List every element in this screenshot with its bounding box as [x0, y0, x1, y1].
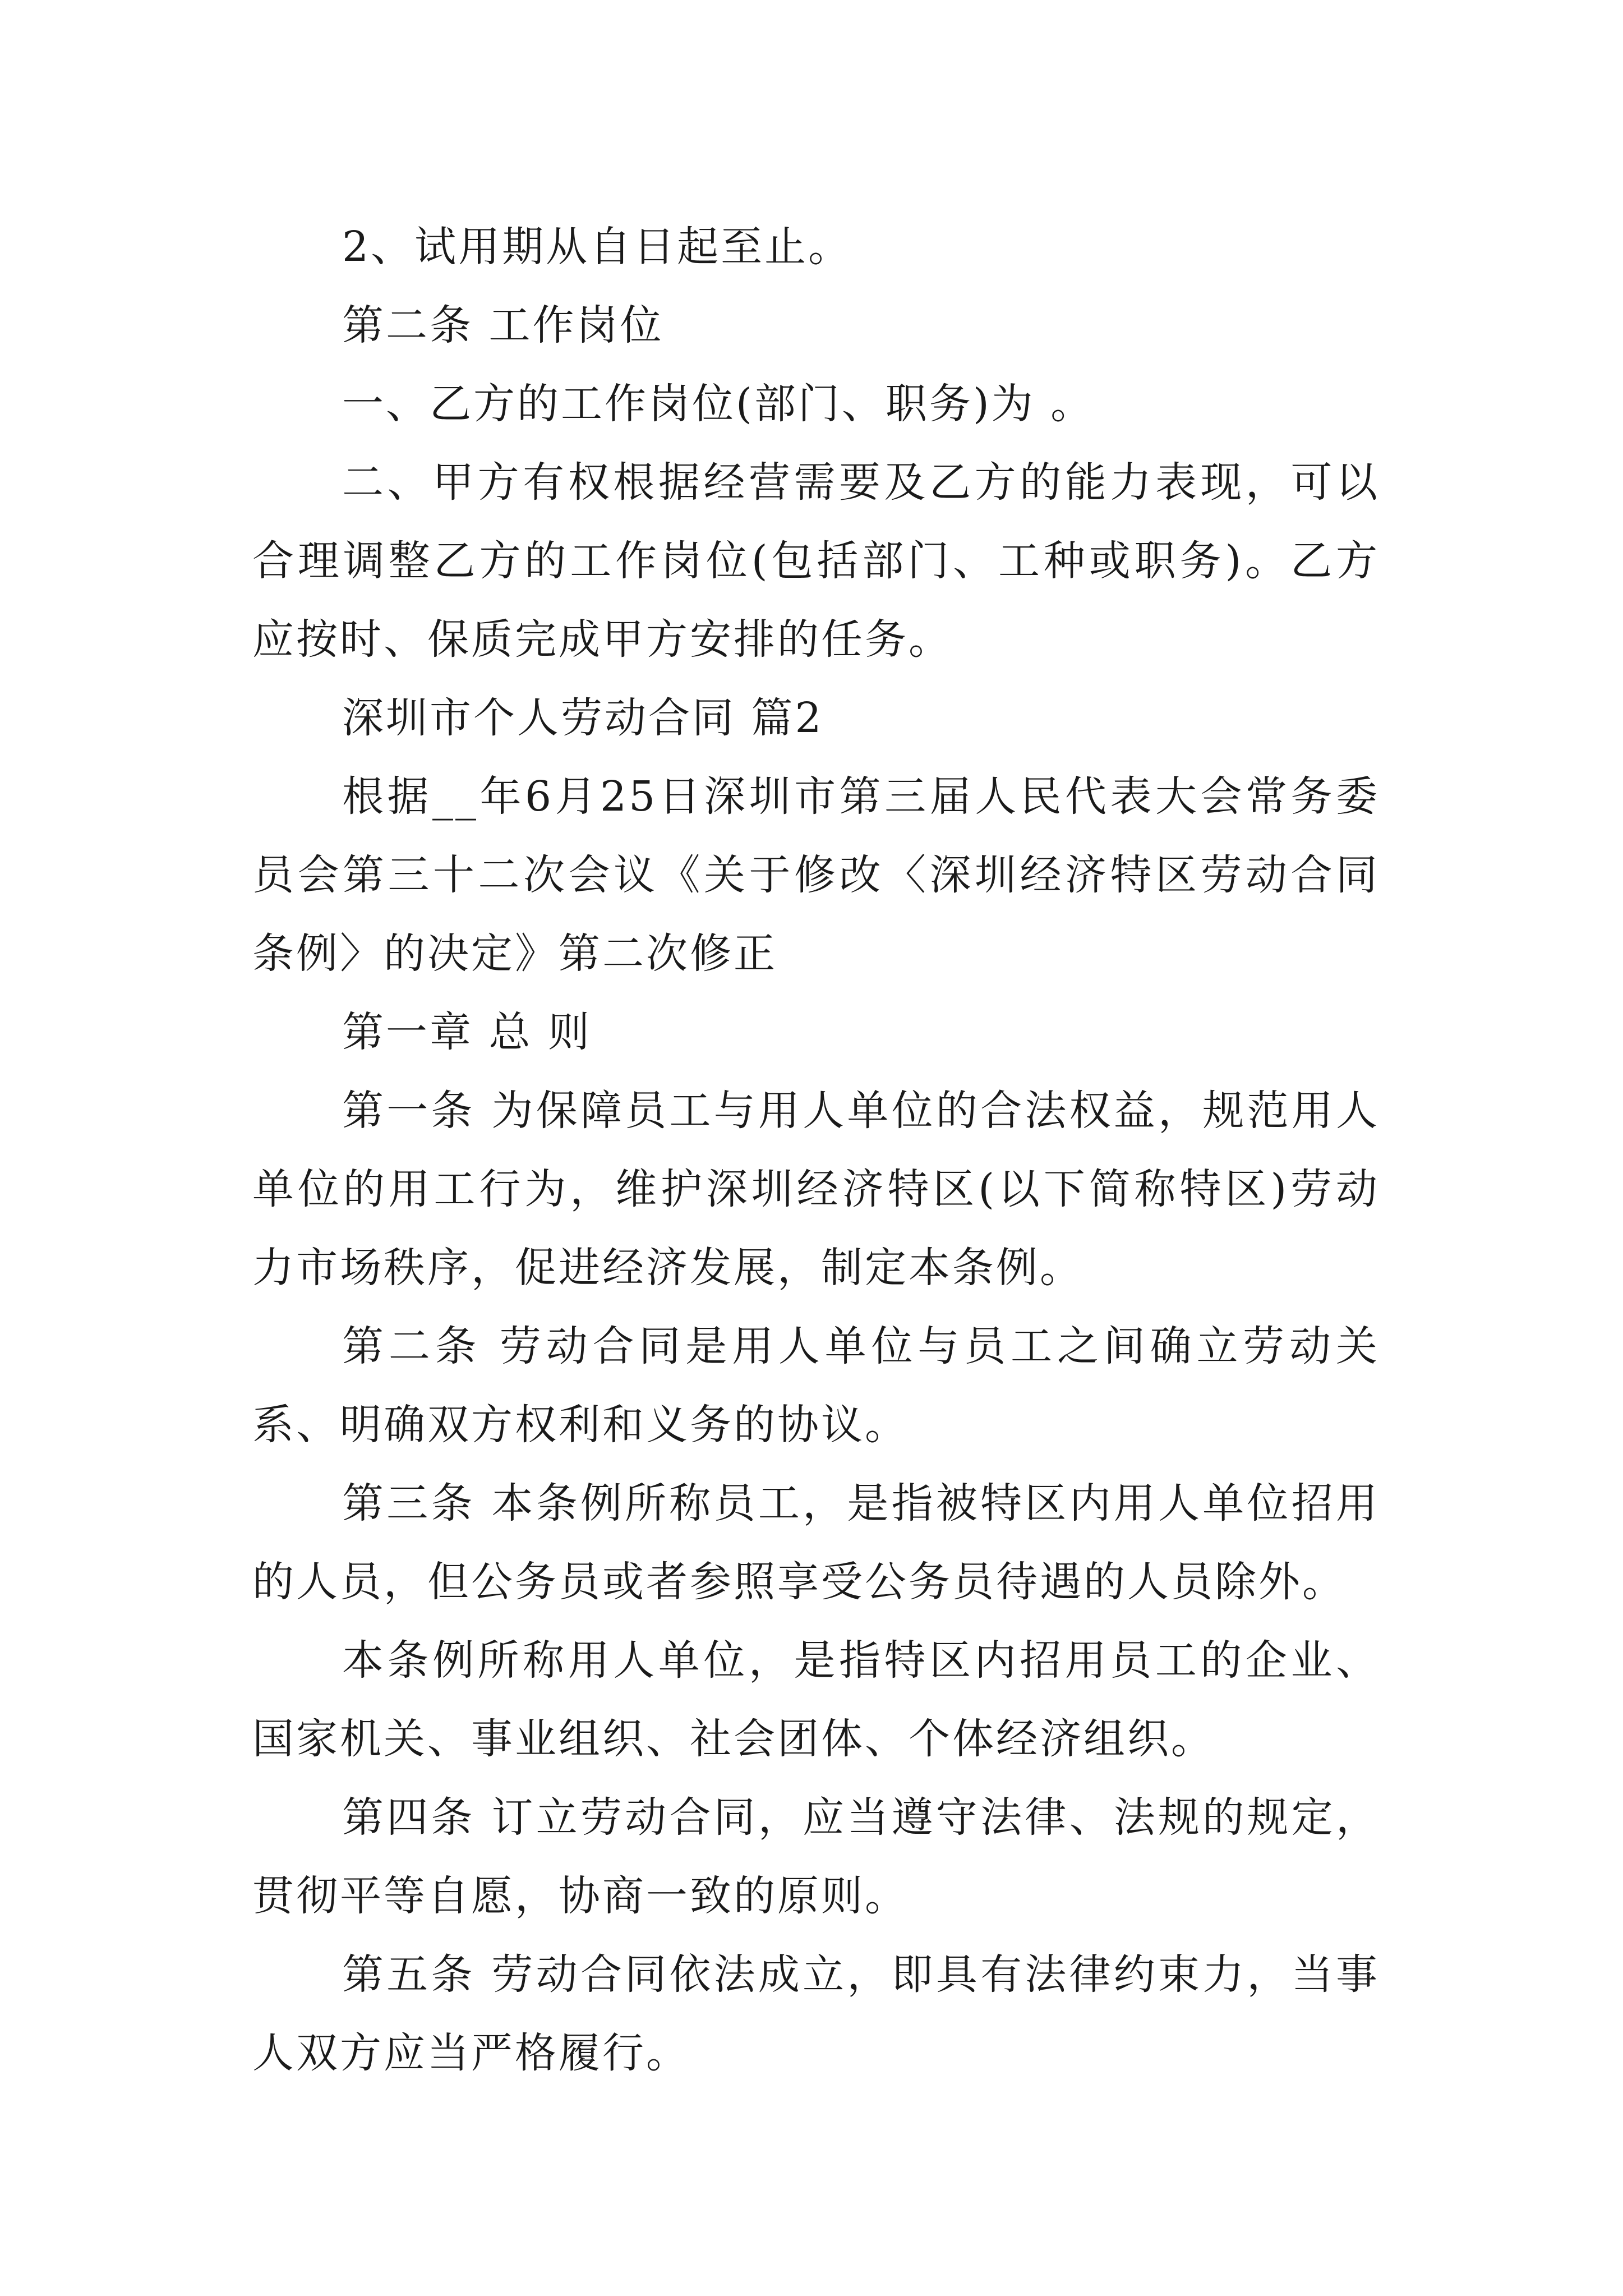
document-body — [252, 208, 1380, 2092]
paragraph-article-5: 第五条 劳动合同依法成立，即具有法律约束力，当事人双方应当严格履行。 — [252, 1950, 1380, 2077]
heading-article-2-position: 第二条 工作岗位 — [342, 301, 664, 349]
chapter-title-general: 第一章 总 则 — [342, 1008, 592, 1056]
paragraph-article-4: 第四条 订立劳动合同，应当遵守法律、法规的规定，贯彻平等自愿，协商一致的原则。 — [252, 1793, 1380, 1920]
paragraph-article-3-employer: 本条例所称用人单位，是指特区内招用员工的企业、国家机关、事业组织、社会团体、个体经济组织。 — [252, 1636, 1380, 1763]
paragraph-position-2: 二、甲方有权根据经营需要及乙方的能力表现，可以合理调整乙方的工作岗位(包括部门、工种或职务)。乙方应按时、保质完成甲方安排的任务。 — [252, 458, 1380, 664]
section-title-part-2: 深圳市个人劳动合同 篇2 — [342, 694, 824, 742]
paragraph-article-3: 第三条 本条例所称员工，是指被特区内用人单位招用的人员，但公务员或者参照享受公务员待遇的人员除外。 — [252, 1479, 1380, 1606]
paragraph-position-1: 一、乙方的工作岗位(部门、职务)为 。 — [342, 380, 1095, 428]
paragraph-probation-period: 2、试用期从自日起至止。 — [342, 223, 852, 271]
paragraph-amendment-basis: 根据__年6月25日深圳市第三届人民代表大会常务委员会第三十二次会议《关于修改〈深圳经济特区劳动合同条例〉的决定》第二次修正 — [252, 772, 1380, 978]
paragraph-article-2: 第二条 劳动合同是用人单位与员工之间确立劳动关系、明确双方权利和义务的协议。 — [252, 1322, 1380, 1449]
paragraph-article-1: 第一条 为保障员工与用人单位的合法权益，规范用人单位的用工行为，维护深圳经济特区(以下简称特区)劳动力市场秩序，促进经济发展，制定本条例。 — [252, 1087, 1380, 1292]
